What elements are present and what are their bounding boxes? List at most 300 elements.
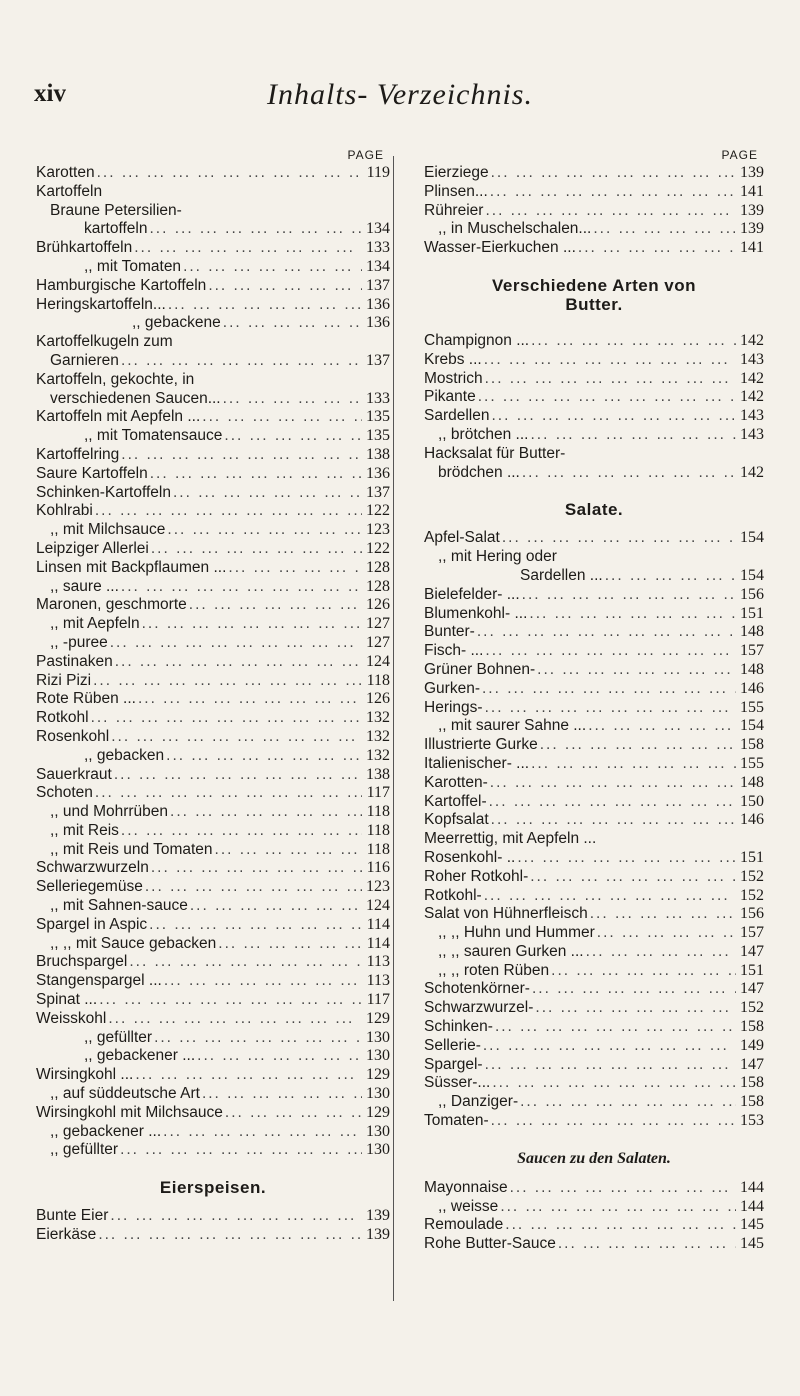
leader-dots <box>162 972 362 991</box>
index-entry <box>424 567 764 586</box>
index-entry <box>36 1047 390 1066</box>
index-entry <box>36 314 390 333</box>
index-entry <box>36 220 390 239</box>
index-entry <box>424 924 764 943</box>
entry-page-number: 149 <box>740 1036 764 1054</box>
index-entry <box>424 202 764 221</box>
index-entry <box>424 548 764 567</box>
entry-page-number: 114 <box>366 934 390 952</box>
leader-dots <box>503 1216 736 1235</box>
entry-label: brödchen ... <box>438 463 520 481</box>
page-column-label: PAGE <box>721 148 758 162</box>
leader-dots <box>603 567 736 586</box>
leader-dots <box>529 332 736 351</box>
index-entry <box>424 529 764 548</box>
entry-label: Karotten <box>36 164 95 181</box>
entry-page-number: 136 <box>366 314 390 332</box>
index-entry <box>36 540 390 559</box>
entry-label: Schinken- <box>424 1018 493 1036</box>
entry-label: ,, mit Milchsauce <box>50 521 166 539</box>
index-entry <box>36 1066 390 1085</box>
index-entry <box>424 239 764 258</box>
index-entry <box>36 183 390 202</box>
entry-page-number: 144 <box>740 1178 764 1196</box>
leader-dots <box>223 1104 362 1123</box>
index-entry <box>424 793 764 812</box>
entry-label: Kartoffelring <box>36 445 120 463</box>
leader-dots <box>108 634 362 653</box>
entry-page-number: 151 <box>740 961 764 979</box>
entry-label: Wirsingkohl mit Milchsauce <box>36 1103 223 1121</box>
entry-page-number: 132 <box>366 727 390 745</box>
leader-dots <box>588 905 736 924</box>
entry-label: ,, gebacken <box>84 746 165 764</box>
index-entry <box>36 371 390 390</box>
vegetable-entries <box>36 164 390 1160</box>
leader-dots <box>584 943 736 962</box>
index-entry <box>424 887 764 906</box>
leader-dots <box>481 1037 736 1056</box>
entry-page-number: 129 <box>366 1103 390 1121</box>
leader-dots <box>152 1029 362 1048</box>
entry-label: Wasser-Eierkuchen ... <box>424 239 576 257</box>
leader-dots <box>147 916 362 935</box>
entry-label: Schinken-Kartoffeln <box>36 483 171 501</box>
entry-page-number: 148 <box>740 773 764 791</box>
entry-label: Spargel- <box>424 1055 483 1073</box>
entry-page-number: 145 <box>740 1216 764 1234</box>
leader-dots <box>482 887 736 906</box>
leader-dots <box>498 1198 736 1217</box>
leader-dots <box>508 1179 736 1198</box>
leader-dots <box>119 578 362 597</box>
leader-dots <box>527 605 736 624</box>
entry-label: Blumenkohl- ... <box>424 604 528 622</box>
leader-dots <box>221 314 362 333</box>
entry-label: ,, mit Aepfeln <box>50 615 140 633</box>
entry-label: ,, brötchen ... <box>438 425 529 443</box>
entry-page-number: 119 <box>366 164 390 181</box>
egg-entries-cont <box>424 164 764 258</box>
index-entry <box>424 623 764 642</box>
leader-dots <box>520 464 736 483</box>
leader-dots <box>127 953 362 972</box>
entry-page-number: 126 <box>366 596 390 614</box>
leader-dots <box>576 239 736 258</box>
entry-label: Meerrettig, mit Aepfeln ... <box>424 830 597 848</box>
leader-dots <box>164 747 362 766</box>
entry-label: ,, mit Hering oder <box>438 548 557 566</box>
index-entry <box>36 803 390 822</box>
leader-dots <box>221 390 362 409</box>
entry-label: Remoulade <box>424 1216 504 1234</box>
entry-label: Kartoffeln, gekochte, in <box>36 370 195 388</box>
leader-dots <box>136 690 362 709</box>
entry-label: Heringskartoffeln... <box>36 295 166 313</box>
entry-label: Leipziger Allerlei <box>36 539 149 557</box>
entry-label: Kopfsalat <box>424 811 489 829</box>
leader-dots <box>119 822 362 841</box>
entry-label: ,, auf süddeutsche Art <box>50 1085 200 1103</box>
index-entry <box>36 1029 390 1048</box>
entry-page-number: 148 <box>740 623 764 641</box>
index-entry <box>36 672 390 691</box>
entry-label: Herings- <box>424 698 483 716</box>
entry-label: Karotten- <box>424 773 488 791</box>
entry-page-number: 141 <box>740 182 764 200</box>
index-entry <box>36 1085 390 1104</box>
leader-dots <box>483 699 736 718</box>
index-entry <box>36 296 390 315</box>
leader-dots <box>119 446 362 465</box>
leader-dots <box>549 962 736 981</box>
index-entry <box>424 849 764 868</box>
entry-label: ,, ,, Huhn und Hummer <box>438 924 595 942</box>
entry-label: verschiedenen Saucen... <box>50 389 221 407</box>
entry-label: Spargel in Aspic <box>36 915 148 933</box>
index-entry <box>36 277 390 296</box>
leader-dots <box>483 370 736 389</box>
entry-page-number: 158 <box>740 736 764 754</box>
entry-page-number: 155 <box>740 698 764 716</box>
entry-label: Bunter- <box>424 623 475 641</box>
entry-page-number: 158 <box>740 1018 764 1036</box>
leader-dots <box>487 793 736 812</box>
entry-page-number: 154 <box>740 717 764 735</box>
index-entry <box>424 868 764 887</box>
entry-page-number: 146 <box>740 811 764 829</box>
entry-label: Saure Kartoffeln <box>36 464 148 482</box>
index-entry <box>424 1235 764 1254</box>
leader-dots <box>113 653 362 672</box>
entry-label: Sellerie- <box>424 1036 481 1054</box>
entry-label: Mostrich <box>424 369 483 387</box>
leader-dots <box>520 586 736 605</box>
section-heading-eierspeisen: Eierspeisen. <box>159 1178 267 1198</box>
entry-label: Grüner Bohnen- <box>424 660 536 678</box>
index-entry <box>424 605 764 624</box>
entry-label: ,, gebackener ... <box>50 1122 162 1140</box>
leader-dots <box>168 803 362 822</box>
entry-page-number: 118 <box>366 840 390 858</box>
entry-label: ,, und Mohrrüben <box>50 803 169 821</box>
entry-label: Sardellen <box>424 407 490 425</box>
entry-label: ,, saure ... <box>50 577 119 595</box>
entry-label: Krebs ... <box>424 350 482 368</box>
entry-label: Kartoffelkugeln zum <box>36 333 173 351</box>
entry-page-number: 118 <box>366 803 390 821</box>
entry-page-number: 116 <box>366 859 390 877</box>
index-entry <box>36 521 390 540</box>
leader-dots <box>586 717 736 736</box>
entry-page-number: 129 <box>366 1009 390 1027</box>
entry-page-number: 147 <box>740 980 764 998</box>
entry-label: ,, -puree <box>50 633 108 651</box>
entry-page-number: 151 <box>740 848 764 866</box>
index-entry <box>424 736 764 755</box>
entry-label: ,, mit saurer Sahne ... <box>438 717 587 735</box>
index-entry <box>424 388 764 407</box>
index-entry <box>36 408 390 427</box>
index-entry <box>424 586 764 605</box>
index-entry <box>36 1104 390 1123</box>
entry-label: Bunte Eier <box>36 1207 109 1225</box>
leader-dots <box>200 1085 362 1104</box>
leader-dots <box>108 1207 362 1226</box>
entry-label: ,, Danziger- <box>438 1093 519 1111</box>
entry-page-number: 124 <box>366 897 390 915</box>
entry-page-number: 134 <box>366 257 390 275</box>
index-entry <box>36 465 390 484</box>
index-entry <box>36 202 390 221</box>
leader-dots <box>528 868 736 887</box>
entry-page-number: 153 <box>740 1112 764 1130</box>
index-entry <box>424 426 764 445</box>
leader-dots <box>119 352 362 371</box>
entry-page-number: 130 <box>366 1141 390 1159</box>
leader-dots <box>188 897 362 916</box>
entry-label: Rizi Pizi <box>36 671 92 689</box>
index-entry <box>36 502 390 521</box>
leader-dots <box>112 766 362 785</box>
entry-page-number: 147 <box>740 1055 764 1073</box>
leader-dots <box>206 277 362 296</box>
entry-label: Pastinaken <box>36 652 113 670</box>
leader-dots <box>118 1141 362 1160</box>
leader-dots <box>483 1056 736 1075</box>
entry-page-number: 127 <box>366 615 390 633</box>
index-entry <box>424 999 764 1018</box>
entry-label: ,, gefüllter <box>50 1141 119 1159</box>
leader-dots <box>533 999 736 1018</box>
leader-dots <box>226 559 362 578</box>
index-entry <box>424 642 764 661</box>
section-heading-butter-2: Butter. <box>565 294 623 314</box>
leader-dots <box>483 642 736 661</box>
index-entry <box>424 830 764 849</box>
leader-dots <box>133 1066 362 1085</box>
index-entry <box>36 728 390 747</box>
entry-label: ,, mit Reis <box>50 821 119 839</box>
leader-dots <box>480 680 736 699</box>
entry-page-number: 134 <box>366 220 390 238</box>
entry-label: Stangenspargel ... <box>36 972 162 990</box>
entry-label: Schwarzwurzel- <box>424 999 534 1017</box>
index-entry <box>36 766 390 785</box>
leader-dots <box>213 841 362 860</box>
entry-label: Italienischer- ... <box>424 754 530 772</box>
leader-dots <box>489 811 736 830</box>
entry-page-number: 143 <box>740 350 764 368</box>
entry-page-number: 123 <box>366 521 390 539</box>
entry-label: Spinat ... <box>36 991 98 1009</box>
index-entry <box>36 991 390 1010</box>
leader-dots <box>149 859 362 878</box>
entry-label: ,, gebackener ... <box>84 1047 196 1065</box>
index-entry <box>424 1216 764 1235</box>
egg-entries <box>36 1207 390 1245</box>
entry-page-number: 132 <box>366 709 390 727</box>
index-entry <box>36 916 390 935</box>
section-heading-saucen: Saucen zu den Salaten. <box>517 1149 671 1167</box>
entry-page-number: 141 <box>740 239 764 257</box>
entry-page-number: 129 <box>366 1066 390 1084</box>
entry-page-number: 135 <box>366 427 390 445</box>
entry-label: Schwarzwurzeln <box>36 859 149 877</box>
index-entry <box>36 653 390 672</box>
index-entry <box>36 878 390 897</box>
index-entry <box>36 615 390 634</box>
leader-dots <box>530 980 736 999</box>
index-entry <box>424 1198 764 1217</box>
leader-dots <box>149 540 362 559</box>
leader-dots <box>476 388 736 407</box>
index-entry <box>424 699 764 718</box>
entry-page-number: 135 <box>366 408 390 426</box>
leader-dots <box>166 296 362 315</box>
index-entry <box>36 390 390 409</box>
index-entry <box>424 962 764 981</box>
entry-label: Kartoffel- <box>424 792 487 810</box>
leader-dots <box>595 924 736 943</box>
entry-page-number: 137 <box>366 483 390 501</box>
entry-page-number: 143 <box>740 425 764 443</box>
entry-label: Rohe Butter-Sauce <box>424 1235 556 1253</box>
entry-page-number: 142 <box>740 369 764 387</box>
entry-page-number: 150 <box>740 792 764 810</box>
salad-entries <box>424 529 764 1131</box>
index-entry <box>36 709 390 728</box>
entry-page-number: 146 <box>740 679 764 697</box>
index-entry <box>36 446 390 465</box>
entry-page-number: 143 <box>740 407 764 425</box>
index-entry <box>424 680 764 699</box>
index-entry <box>424 661 764 680</box>
entry-page-number: 156 <box>740 905 764 923</box>
entry-label: Illustrierte Gurke <box>424 736 538 754</box>
entry-page-number: 128 <box>366 577 390 595</box>
entry-page-number: 138 <box>366 765 390 783</box>
index-entry <box>424 1018 764 1037</box>
index-entry <box>424 774 764 793</box>
entry-page-number: 148 <box>740 660 764 678</box>
leader-dots <box>140 615 362 634</box>
entry-page-number: 122 <box>366 539 390 557</box>
sauce-entries <box>424 1179 764 1254</box>
entry-label: Sardellen ... <box>520 566 603 584</box>
entry-label: Eierkäse <box>36 1226 97 1244</box>
entry-page-number: 154 <box>740 529 764 547</box>
index-entry <box>424 370 764 389</box>
section-heading-butter-1: Verschiedene Arten von <box>491 275 697 295</box>
index-entry <box>36 258 390 277</box>
entry-label: Wirsingkohl ... <box>36 1066 134 1084</box>
index-entry <box>36 690 390 709</box>
index-entry <box>424 220 764 239</box>
leader-dots <box>535 661 736 680</box>
leader-dots <box>475 623 736 642</box>
entry-page-number: 155 <box>740 754 764 772</box>
entry-page-number: 133 <box>366 239 390 257</box>
entry-page-number: 130 <box>366 1028 390 1046</box>
entry-label: Kartoffeln <box>36 182 103 200</box>
leader-dots <box>143 878 362 897</box>
entry-page-number: 139 <box>366 1226 390 1244</box>
entry-label: ,, gebackene <box>132 314 221 332</box>
index-entry <box>424 1112 764 1131</box>
index-entry <box>424 445 764 464</box>
page-number: xiv <box>34 80 66 107</box>
entry-page-number: 117 <box>366 991 390 1009</box>
index-entry <box>36 239 390 258</box>
entry-label: Rote Rüben ... <box>36 690 136 708</box>
entry-label: Kohlrabi <box>36 502 93 520</box>
entry-page-number: 113 <box>366 953 390 971</box>
leader-dots <box>93 502 362 521</box>
index-entry <box>36 333 390 352</box>
leader-dots <box>95 164 362 183</box>
entry-label: Brühkartoffeln <box>36 239 133 257</box>
index-entry <box>36 935 390 954</box>
entry-label: ,, ,, roten Rüben <box>438 961 550 979</box>
index-entry <box>424 717 764 736</box>
leader-dots <box>97 991 362 1010</box>
entry-page-number: 142 <box>740 463 764 481</box>
index-entry <box>36 596 390 615</box>
entry-label: Rühreier <box>424 201 484 219</box>
entry-page-number: 130 <box>366 1085 390 1103</box>
entry-label: Pikante <box>424 388 476 406</box>
index-entry <box>424 464 764 483</box>
right-column <box>424 147 764 1254</box>
entry-label: Süsser-... <box>424 1074 491 1092</box>
index-entry <box>36 1141 390 1160</box>
index-entry <box>424 755 764 774</box>
entry-label: ,, in Muschelschalen... <box>438 220 592 238</box>
leader-dots <box>488 774 736 793</box>
index-entry <box>424 980 764 999</box>
entry-page-number: 137 <box>366 351 390 369</box>
entry-page-number: 151 <box>740 604 764 622</box>
leader-dots <box>187 596 362 615</box>
leader-dots <box>148 465 362 484</box>
entry-page-number: 137 <box>366 276 390 294</box>
index-entry <box>36 164 390 183</box>
index-entry <box>36 953 390 972</box>
entry-label: Roher Rotkohl- <box>424 867 529 885</box>
index-entry <box>424 943 764 962</box>
entry-label: Bruchspargel <box>36 953 128 971</box>
entry-label: Schotenkörner- <box>424 980 530 998</box>
leader-dots <box>591 220 736 239</box>
entry-label: ,, weisse <box>438 1197 499 1215</box>
butter-entries <box>424 332 764 482</box>
entry-label: Bielefelder- ... <box>424 585 520 603</box>
section-heading-salate: Salate. <box>564 500 624 520</box>
index-entry <box>36 784 390 803</box>
index-entry <box>424 811 764 830</box>
leader-dots <box>490 407 737 426</box>
entry-page-number: 136 <box>366 464 390 482</box>
index-entry <box>424 183 764 202</box>
leader-dots <box>181 258 362 277</box>
index-entry <box>36 747 390 766</box>
leader-dots <box>529 755 736 774</box>
entry-page-number: 114 <box>366 915 390 933</box>
entry-page-number: 152 <box>740 886 764 904</box>
page-title: Inhalts- Verzeichnis. <box>267 78 533 111</box>
leader-dots <box>89 709 362 728</box>
